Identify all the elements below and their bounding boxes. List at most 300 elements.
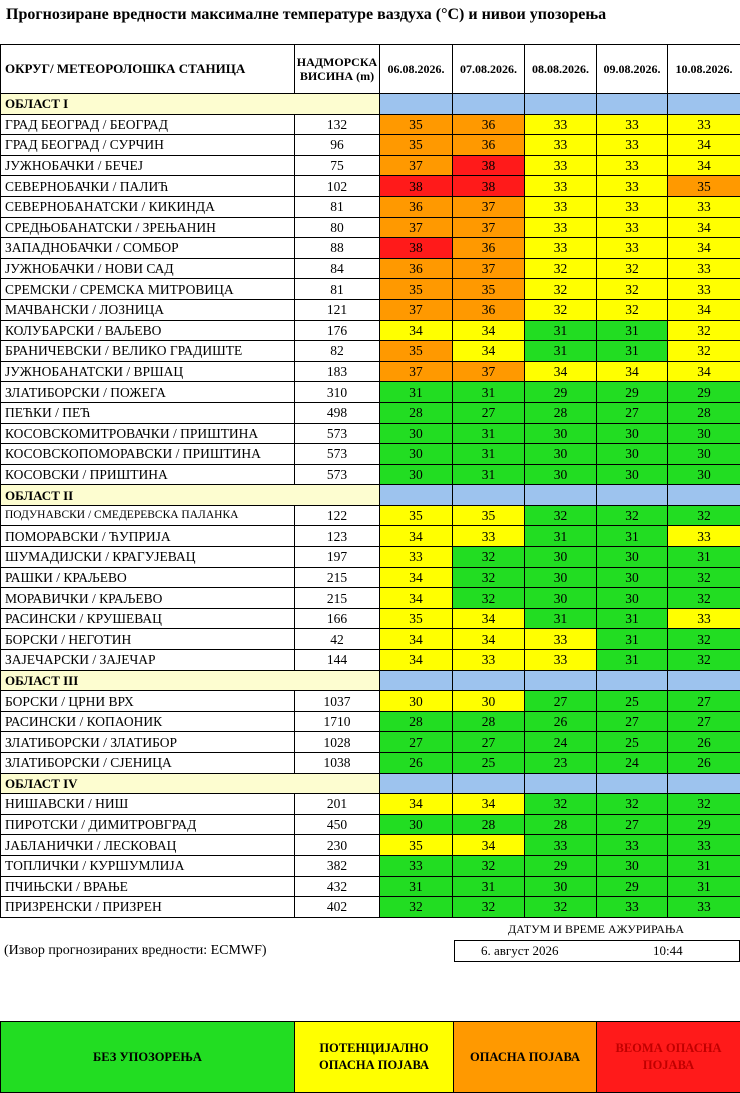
station-name: ЈУЖНОБАЧКИ / НОВИ САД	[1, 258, 295, 279]
temperature-cell: 30	[380, 814, 453, 835]
source-note: (Извор прогнозираних вредности: ECMWF)	[4, 943, 267, 958]
altitude-cell: 81	[295, 196, 380, 217]
temperature-cell: 32	[525, 258, 597, 279]
temperature-cell: 30	[597, 444, 668, 465]
temperature-cell: 28	[380, 402, 453, 423]
temperature-cell: 33	[525, 196, 597, 217]
station-row	[1, 588, 740, 609]
forecast-table-body	[1, 45, 740, 918]
temperature-cell: 30	[597, 547, 668, 568]
station-row	[1, 444, 740, 465]
temperature-cell: 30	[668, 444, 740, 465]
station-row	[1, 361, 740, 382]
temperature-cell: 30	[597, 588, 668, 609]
station-name: МАЧВАНСКИ / ЛОЗНИЦА	[1, 299, 295, 320]
station-name: ЗАПАДНОБАЧКИ / СОМБОР	[1, 238, 295, 259]
station-row	[1, 135, 740, 156]
update-box	[454, 940, 740, 962]
temperature-cell: 30	[380, 444, 453, 465]
temperature-cell: 35	[380, 135, 453, 156]
temperature-cell: 23	[525, 753, 597, 774]
region-spacer	[597, 94, 668, 115]
region-spacer	[668, 773, 740, 794]
legend-potentially-dangerous: ПОТЕНЦИЈАЛНО ОПАСНА ПОЈАВА	[295, 1022, 454, 1093]
altitude-cell: 450	[295, 814, 380, 835]
temperature-cell: 33	[668, 114, 740, 135]
station-name: ГРАД БЕОГРАД / БЕОГРАД	[1, 114, 295, 135]
temperature-cell: 36	[453, 299, 525, 320]
station-name: ПОДУНАВСКИ / СМЕДЕРЕВСКА ПАЛАНКА	[1, 505, 295, 526]
temperature-cell: 33	[597, 135, 668, 156]
temperature-cell: 32	[525, 794, 597, 815]
temperature-cell: 31	[453, 382, 525, 403]
temperature-cell: 30	[525, 876, 597, 897]
station-name: СРЕМСКИ / СРЕМСКА МИТРОВИЦА	[1, 279, 295, 300]
station-row	[1, 650, 740, 671]
temperature-cell: 35	[380, 505, 453, 526]
region-spacer	[525, 94, 597, 115]
station-row	[1, 629, 740, 650]
temperature-cell: 34	[668, 217, 740, 238]
temperature-cell: 38	[380, 238, 453, 259]
altitude-cell: 176	[295, 320, 380, 341]
temperature-cell: 31	[597, 650, 668, 671]
temperature-cell: 27	[597, 711, 668, 732]
temperature-cell: 32	[453, 897, 525, 918]
station-row	[1, 114, 740, 135]
temperature-cell: 30	[525, 423, 597, 444]
station-row	[1, 423, 740, 444]
temperature-cell: 35	[380, 279, 453, 300]
temperature-cell: 30	[597, 423, 668, 444]
temperature-cell: 31	[668, 876, 740, 897]
temperature-cell: 31	[453, 876, 525, 897]
region-row	[1, 485, 740, 506]
station-name: ПОМОРАВСКИ / ЋУПРИЈА	[1, 526, 295, 547]
temperature-cell: 32	[453, 547, 525, 568]
temperature-cell: 34	[453, 794, 525, 815]
station-row	[1, 876, 740, 897]
altitude-cell: 1037	[295, 691, 380, 712]
station-row	[1, 196, 740, 217]
station-row	[1, 608, 740, 629]
temperature-cell: 31	[453, 464, 525, 485]
temperature-cell: 27	[668, 691, 740, 712]
temperature-cell: 32	[525, 279, 597, 300]
station-name: ПИРОТСКИ / ДИМИТРОВГРАД	[1, 814, 295, 835]
update-label: ДАТУМ И ВРЕМЕ АЖУРИРАЊА	[508, 922, 684, 936]
altitude-cell: 121	[295, 299, 380, 320]
temperature-cell: 33	[668, 835, 740, 856]
temperature-cell: 30	[597, 464, 668, 485]
temperature-cell: 33	[668, 897, 740, 918]
temperature-cell: 31	[525, 341, 597, 362]
temperature-cell: 33	[525, 135, 597, 156]
temperature-cell: 28	[380, 711, 453, 732]
station-name: НИШАВСКИ / НИШ	[1, 794, 295, 815]
region-spacer	[597, 485, 668, 506]
temperature-cell: 32	[453, 588, 525, 609]
temperature-cell: 30	[380, 691, 453, 712]
temperature-cell: 33	[668, 279, 740, 300]
temperature-cell: 27	[597, 814, 668, 835]
temperature-cell: 34	[453, 629, 525, 650]
temperature-cell: 31	[453, 444, 525, 465]
temperature-cell: 30	[668, 423, 740, 444]
temperature-cell: 36	[453, 114, 525, 135]
temperature-cell: 26	[668, 732, 740, 753]
temperature-cell: 30	[453, 691, 525, 712]
station-name: ЗАЈЕЧАРСКИ / ЗАЈЕЧАР	[1, 650, 295, 671]
temperature-cell: 33	[525, 650, 597, 671]
temperature-cell: 32	[597, 794, 668, 815]
station-row	[1, 382, 740, 403]
station-row	[1, 341, 740, 362]
temperature-cell: 32	[525, 299, 597, 320]
temperature-cell: 35	[453, 279, 525, 300]
temperature-cell: 32	[453, 855, 525, 876]
station-row	[1, 732, 740, 753]
temperature-cell: 31	[597, 320, 668, 341]
temperature-cell: 25	[597, 732, 668, 753]
region-spacer	[453, 773, 525, 794]
temperature-cell: 31	[668, 855, 740, 876]
temperature-cell: 31	[597, 629, 668, 650]
temperature-cell: 36	[453, 238, 525, 259]
station-row	[1, 464, 740, 485]
temperature-cell: 35	[453, 505, 525, 526]
station-name: КОСОВСКОМИТРОВАЧКИ / ПРИШТИНА	[1, 423, 295, 444]
station-name: ЈУЖНОБАНАТСКИ / ВРШАЦ	[1, 361, 295, 382]
temperature-cell: 34	[668, 155, 740, 176]
temperature-cell: 36	[380, 258, 453, 279]
temperature-cell: 33	[597, 176, 668, 197]
altitude-cell: 183	[295, 361, 380, 382]
temperature-cell: 34	[668, 238, 740, 259]
header-date: 07.08.2026.	[453, 45, 525, 94]
altitude-cell: 132	[295, 114, 380, 135]
temperature-cell: 34	[453, 835, 525, 856]
temperature-cell: 31	[380, 876, 453, 897]
header-station: ОКРУГ/ МЕТЕОРОЛОШКА СТАНИЦА	[1, 45, 295, 94]
header-date: 10.08.2026.	[668, 45, 740, 94]
temperature-cell: 32	[668, 629, 740, 650]
station-row	[1, 402, 740, 423]
legend-dangerous: ОПАСНА ПОЈАВА	[454, 1022, 597, 1093]
altitude-cell: 88	[295, 238, 380, 259]
temperature-cell: 32	[668, 794, 740, 815]
region-spacer	[453, 485, 525, 506]
station-name: ЗЛАТИБОРСКИ / ЗЛАТИБОР	[1, 732, 295, 753]
temperature-cell: 28	[668, 402, 740, 423]
temperature-cell: 34	[380, 794, 453, 815]
temperature-cell: 35	[380, 341, 453, 362]
temperature-cell: 28	[525, 402, 597, 423]
temperature-cell: 33	[668, 526, 740, 547]
temperature-cell: 34	[525, 361, 597, 382]
temperature-cell: 38	[380, 176, 453, 197]
region-spacer	[597, 773, 668, 794]
temperature-cell: 27	[597, 402, 668, 423]
station-name: РАШКИ / КРАЉЕВО	[1, 567, 295, 588]
temperature-cell: 27	[453, 402, 525, 423]
altitude-cell: 432	[295, 876, 380, 897]
station-name: ШУМАДИЈСКИ / КРАГУЈЕВАЦ	[1, 547, 295, 568]
temperature-cell: 24	[525, 732, 597, 753]
temperature-cell: 31	[525, 608, 597, 629]
station-name: КОСОВСКИ / ПРИШТИНА	[1, 464, 295, 485]
temperature-cell: 33	[597, 238, 668, 259]
temperature-cell: 29	[597, 876, 668, 897]
station-name: КОЛУБАРСКИ / ВАЉЕВО	[1, 320, 295, 341]
temperature-cell: 32	[380, 897, 453, 918]
station-row	[1, 320, 740, 341]
temperature-cell: 33	[597, 835, 668, 856]
region-spacer	[668, 485, 740, 506]
temperature-cell: 34	[380, 567, 453, 588]
station-row	[1, 897, 740, 918]
temperature-cell: 35	[380, 114, 453, 135]
station-name: ТОПЛИЧКИ / КУРШУМЛИЈА	[1, 855, 295, 876]
temperature-cell: 34	[380, 320, 453, 341]
forecast-table	[0, 44, 740, 918]
altitude-cell: 201	[295, 794, 380, 815]
temperature-cell: 33	[525, 835, 597, 856]
altitude-cell: 573	[295, 444, 380, 465]
header-row	[1, 45, 740, 94]
temperature-cell: 29	[525, 382, 597, 403]
region-spacer	[453, 94, 525, 115]
temperature-cell: 34	[668, 135, 740, 156]
temperature-cell: 35	[380, 608, 453, 629]
altitude-cell: 102	[295, 176, 380, 197]
temperature-cell: 27	[668, 711, 740, 732]
temperature-cell: 33	[525, 629, 597, 650]
altitude-cell: 402	[295, 897, 380, 918]
temperature-cell: 30	[597, 855, 668, 876]
station-name: ЗЛАТИБОРСКИ / ПОЖЕГА	[1, 382, 295, 403]
temperature-cell: 34	[380, 526, 453, 547]
region-spacer	[668, 94, 740, 115]
altitude-cell: 1710	[295, 711, 380, 732]
temperature-cell: 28	[525, 814, 597, 835]
station-row	[1, 258, 740, 279]
temperature-cell: 30	[525, 464, 597, 485]
altitude-cell: 96	[295, 135, 380, 156]
station-row	[1, 217, 740, 238]
station-name: ПРИЗРЕНСКИ / ПРИЗРЕН	[1, 897, 295, 918]
temperature-cell: 33	[525, 114, 597, 135]
temperature-cell: 26	[380, 753, 453, 774]
altitude-cell: 122	[295, 505, 380, 526]
region-name: ОБЛАСТ I	[1, 94, 380, 115]
temperature-cell: 33	[525, 217, 597, 238]
altitude-cell: 75	[295, 155, 380, 176]
temperature-cell: 31	[525, 320, 597, 341]
temperature-cell: 34	[380, 650, 453, 671]
station-row	[1, 299, 740, 320]
temperature-cell: 30	[525, 444, 597, 465]
region-name: ОБЛАСТ III	[1, 670, 380, 691]
region-spacer	[525, 485, 597, 506]
temperature-cell: 32	[453, 567, 525, 588]
region-spacer	[525, 670, 597, 691]
temperature-cell: 30	[380, 423, 453, 444]
temperature-cell: 34	[597, 361, 668, 382]
temperature-cell: 33	[668, 608, 740, 629]
altitude-cell: 498	[295, 402, 380, 423]
temperature-cell: 33	[597, 217, 668, 238]
temperature-cell: 33	[525, 238, 597, 259]
temperature-cell: 24	[597, 753, 668, 774]
temperature-cell: 33	[597, 897, 668, 918]
station-name: ГРАД БЕОГРАД / СУРЧИН	[1, 135, 295, 156]
temperature-cell: 32	[668, 650, 740, 671]
temperature-cell: 34	[380, 588, 453, 609]
altitude-cell: 310	[295, 382, 380, 403]
station-name: РАСИНСКИ / КОПАОНИК	[1, 711, 295, 732]
temperature-cell: 25	[597, 691, 668, 712]
temperature-cell: 33	[668, 258, 740, 279]
region-spacer	[380, 94, 453, 115]
temperature-cell: 32	[668, 505, 740, 526]
station-name: МОРАВИЧКИ / КРАЉЕВО	[1, 588, 295, 609]
header-date: 08.08.2026.	[525, 45, 597, 94]
region-spacer	[597, 670, 668, 691]
station-row	[1, 155, 740, 176]
station-name: ЗЛАТИБОРСКИ / СЈЕНИЦА	[1, 753, 295, 774]
temperature-cell: 37	[380, 361, 453, 382]
altitude-cell: 215	[295, 588, 380, 609]
altitude-cell: 144	[295, 650, 380, 671]
station-row	[1, 238, 740, 259]
altitude-cell: 215	[295, 567, 380, 588]
temperature-cell: 27	[453, 732, 525, 753]
temperature-cell: 32	[525, 505, 597, 526]
temperature-cell: 38	[453, 176, 525, 197]
temperature-cell: 38	[453, 155, 525, 176]
temperature-cell: 28	[453, 814, 525, 835]
temperature-cell: 36	[453, 135, 525, 156]
temperature-cell: 31	[597, 526, 668, 547]
station-name: БРАНИЧЕВСКИ / ВЕЛИКО ГРАДИШТЕ	[1, 341, 295, 362]
temperature-cell: 29	[668, 814, 740, 835]
station-row	[1, 567, 740, 588]
temperature-cell: 37	[380, 155, 453, 176]
station-name: ПЕЋКИ / ПЕЋ	[1, 402, 295, 423]
temperature-cell: 27	[380, 732, 453, 753]
temperature-cell: 28	[453, 711, 525, 732]
temperature-cell: 35	[380, 835, 453, 856]
temperature-cell: 37	[380, 217, 453, 238]
temperature-cell: 32	[668, 588, 740, 609]
temperature-cell: 31	[525, 526, 597, 547]
temperature-cell: 29	[668, 382, 740, 403]
altitude-cell: 197	[295, 547, 380, 568]
temperature-cell: 29	[597, 382, 668, 403]
temperature-cell: 34	[668, 361, 740, 382]
temperature-cell: 35	[668, 176, 740, 197]
temperature-cell: 33	[597, 114, 668, 135]
altitude-cell: 166	[295, 608, 380, 629]
temperature-cell: 34	[453, 320, 525, 341]
temperature-cell: 32	[668, 320, 740, 341]
temperature-cell: 27	[525, 691, 597, 712]
region-name: ОБЛАСТ IV	[1, 773, 380, 794]
station-name: БОРСКИ / ЦРНИ ВРХ	[1, 691, 295, 712]
station-name: ЈУЖНОБАЧКИ / БЕЧЕЈ	[1, 155, 295, 176]
header-date: 06.08.2026.	[380, 45, 453, 94]
temperature-cell: 34	[453, 608, 525, 629]
temperature-cell: 34	[380, 629, 453, 650]
temperature-cell: 33	[380, 547, 453, 568]
temperature-cell: 33	[453, 650, 525, 671]
station-row	[1, 835, 740, 856]
temperature-cell: 30	[668, 464, 740, 485]
station-row	[1, 753, 740, 774]
temperature-cell: 30	[525, 588, 597, 609]
region-name: ОБЛАСТ II	[1, 485, 380, 506]
station-row	[1, 505, 740, 526]
altitude-cell: 230	[295, 835, 380, 856]
station-name: БОРСКИ / НЕГОТИН	[1, 629, 295, 650]
station-row	[1, 279, 740, 300]
altitude-cell: 84	[295, 258, 380, 279]
temperature-cell: 37	[453, 258, 525, 279]
station-name: СЕВЕРНОБАНАТСКИ / КИКИНДА	[1, 196, 295, 217]
temperature-cell: 37	[453, 361, 525, 382]
header-altitude: НАДМОРСКА ВИСИНА (m)	[295, 45, 380, 94]
temperature-cell: 26	[668, 753, 740, 774]
temperature-cell: 32	[597, 299, 668, 320]
temperature-cell: 36	[380, 196, 453, 217]
region-spacer	[380, 670, 453, 691]
temperature-cell: 31	[597, 608, 668, 629]
station-row	[1, 547, 740, 568]
page-title: Прогнозиране вредности максималне температуре ваздуха (°C) и нивои упозорења	[6, 6, 607, 23]
temperature-cell: 32	[597, 505, 668, 526]
temperature-cell: 25	[453, 753, 525, 774]
temperature-cell: 37	[380, 299, 453, 320]
legend-very-dangerous: ВЕОМА ОПАСНА ПОЈАВА	[597, 1022, 740, 1093]
temperature-cell: 33	[597, 196, 668, 217]
update-time: 10:44	[653, 943, 683, 958]
station-row	[1, 176, 740, 197]
region-spacer	[668, 670, 740, 691]
altitude-cell: 42	[295, 629, 380, 650]
temperature-cell: 32	[597, 279, 668, 300]
temperature-cell: 31	[453, 423, 525, 444]
region-row	[1, 670, 740, 691]
station-name: СЕВЕРНОБАЧКИ / ПАЛИЋ	[1, 176, 295, 197]
altitude-cell: 382	[295, 855, 380, 876]
region-spacer	[380, 773, 453, 794]
temperature-cell: 33	[525, 155, 597, 176]
temperature-cell: 33	[453, 526, 525, 547]
temperature-cell: 34	[453, 341, 525, 362]
region-row	[1, 773, 740, 794]
temperature-cell: 34	[668, 299, 740, 320]
temperature-cell: 31	[380, 382, 453, 403]
temperature-cell: 30	[525, 547, 597, 568]
temperature-cell: 32	[525, 897, 597, 918]
region-spacer	[380, 485, 453, 506]
station-row	[1, 691, 740, 712]
temperature-cell: 33	[525, 176, 597, 197]
altitude-cell: 80	[295, 217, 380, 238]
altitude-cell: 573	[295, 464, 380, 485]
temperature-cell: 37	[453, 196, 525, 217]
